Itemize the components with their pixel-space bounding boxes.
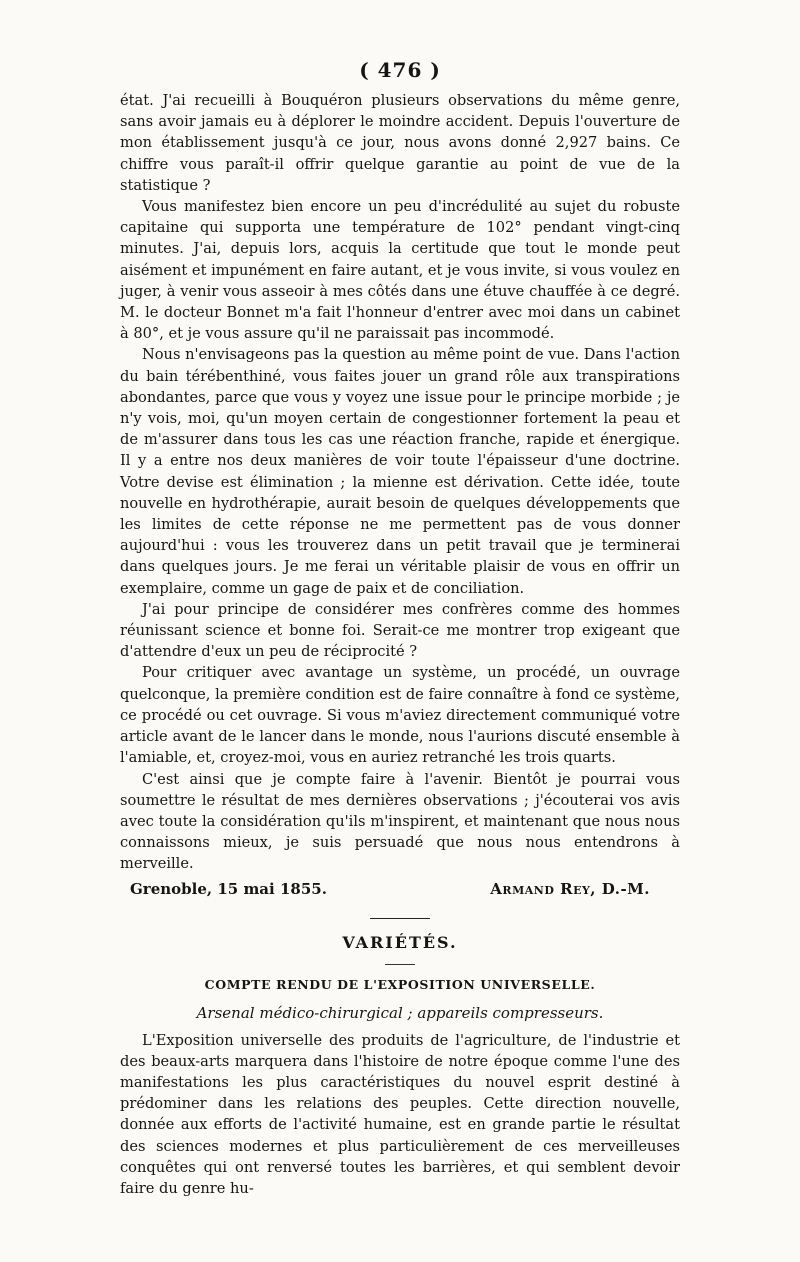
ornament-divider bbox=[120, 911, 680, 927]
section-subsubtitle: Arsenal médico-chirurgical ; appareils compresseurs. bbox=[196, 1003, 604, 1022]
paragraph-4: J'ai pour principe de considérer mes confrères comme des hommes réunissant science et bonne foi. Serait-ce me montrer trop exigeant que d'attendre d'eux un peu de réciprocité ? bbox=[120, 600, 680, 661]
section-subtitle: COMPTE RENDU DE L'EXPOSITION UNIVERSELLE. bbox=[204, 976, 596, 992]
paragraph-3: Nous n'envisageons pas la question au même point de vue. Dans l'action du bain térébenthiné, vous faites jouer un grand rôle aux transpirations abondantes, parce que vous y voyez une issue pour le principe morbide ; je n'y vois, moi, qu'un moyen certain de congestionner fortement la peau et de m'assurer dans tous les cas une réaction franche, rapide et énergique. Il y a entre nos deux manières de voir toute l'épaisseur d'une doctrine. Votre devise est élimination ; la mienne est dérivation. Cette idée, toute nouvelle en hydrothérapie, aurait besoin de quelques développements que les limites de cette réponse ne me permettent pas de vous donner aujourd'hui : vous les trouverez dans un petit travail que je terminerai dans quelques jours. Je me ferai un véritable plaisir de vous en offrir un exemplaire, comme un gage de paix et de conciliation. bbox=[120, 346, 680, 597]
section-title: VARIÉTÉS. bbox=[342, 932, 458, 952]
paragraph-2: Vous manifestez bien encore un peu d'incrédulité au sujet du robuste capitaine qui supporta une température de 102° pendant vingt-cinq minutes. J'ai, depuis lors, acquis la certitude que tout le monde peut aisément et impunément en faire autant, et je vous invite, si vous voulez en juger, à venir vous asseoir à mes côtés dans une étuve chauffée à ce degré. M. le docteur Bonnet m'a fait l'honneur d'entrer avec moi dans un cabinet à 80°, et je vous assure qu'il ne paraissait pas incommodé. bbox=[120, 198, 680, 343]
document-page bbox=[120, 58, 680, 1199]
page-number: ( 476 ) bbox=[359, 58, 441, 82]
paragraph-5: Pour critiquer avec avantage un système, un procédé, un ouvrage quelconque, la première condition est de faire connaître à fond ce système, ce procédé ou cet ouvrage. Si vous m'aviez directement communiqué votre article avant de le lancer dans le monde, nous l'aurions discuté ensemble à l'amiable, et, croyez-moi, vous en auriez retranché les trois quarts. bbox=[120, 664, 680, 767]
section-rule bbox=[385, 964, 415, 965]
ornament-rule bbox=[370, 918, 430, 919]
paragraph-6: C'est ainsi que je compte faire à l'avenir. Bientôt je pourrai vous soumettre le résultat de mes dernières observations ; j'écouterai vos avis avec toute la considération qu'ils m'inspirent, et maintenant que nous nous connaissons mieux, je suis persuadé que nous nous entendrons à merveille. bbox=[120, 770, 680, 873]
signature-line bbox=[120, 877, 680, 901]
paragraph-1: état. J'ai recueilli à Bouquéron plusieurs observations du même genre, sans avoir jamais eu à déplorer le moindre accident. Depuis l'ouverture de mon établissement jusqu'à ce jour, nous avons donné 2,927 bains. Ce chiffre vous paraît-il offrir quelque garantie au point de vue de la statistique ? bbox=[120, 92, 680, 194]
signature-place-date: Grenoble, 15 mai 1855. bbox=[130, 879, 327, 898]
signature-author: Armand Rey, D.-M. bbox=[490, 879, 650, 898]
section-paragraph: L'Exposition universelle des produits de l'agriculture, de l'industrie et des beaux-arts marquera dans l'histoire de notre époque comme l'une des manifestations les plus caractéristiques du nouvel esprit destiné à prédominer dans les relations des peuples. Cette direction nouvelle, donnée aux efforts de l'activité humaine, est en grande partie le résultat des sciences modernes et plus particulièrement de ces merveilleuses conquêtes qui ont renversé toutes les barrières, et qui semblent devoir faire du genre hu- bbox=[120, 1031, 680, 1197]
